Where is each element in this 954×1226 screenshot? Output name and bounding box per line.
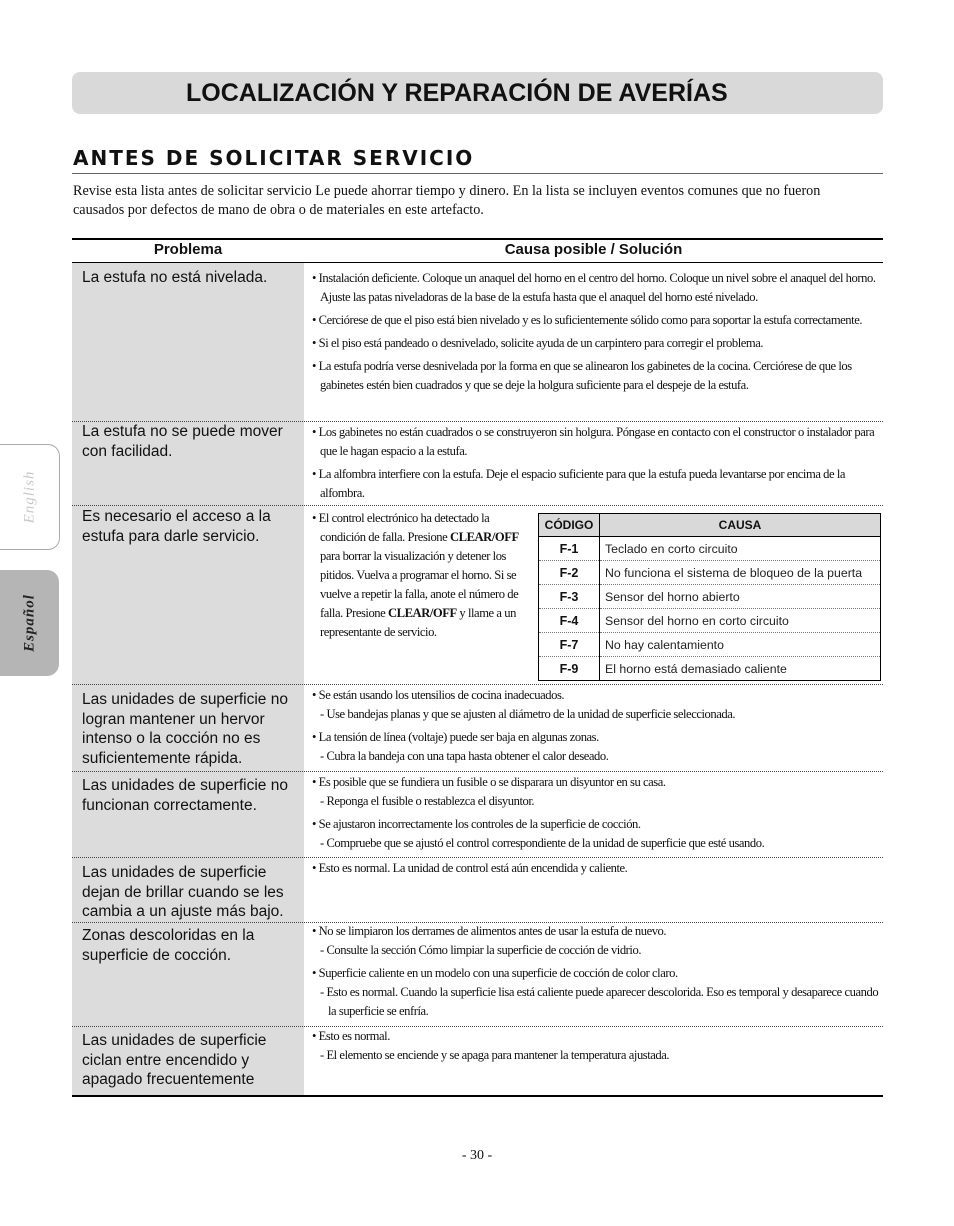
problem-column-background	[72, 263, 304, 1095]
table-row	[539, 609, 881, 633]
cause-subitem: - Esto es normal. Cuando la superficie lisa está caliente puede aparecer descolorida. Eso es temporal y desaparece cuando la superficie se enfría.	[320, 985, 879, 1018]
error-cause: No funciona el sistema de bloqueo de la puerta	[600, 561, 881, 585]
cause-cell	[312, 773, 882, 853]
tab-espanol[interactable]	[0, 570, 59, 676]
cause-cell	[312, 859, 882, 882]
code-cause-header: CAUSA	[600, 514, 881, 537]
error-code: F-7	[539, 633, 600, 657]
error-cause: El horno está demasiado caliente	[605, 661, 787, 676]
error-code: F-2	[539, 561, 600, 585]
row-divider	[72, 771, 883, 772]
cause-cell	[312, 922, 882, 1021]
cause-item: • La tensión de línea (voltaje) puede ser baja en algunas zonas.	[312, 730, 599, 744]
section-title: ANTES DE SOLICITAR SERVICIO	[73, 146, 475, 170]
row-divider	[72, 505, 883, 506]
error-cause: Teclado en corto circuito	[600, 537, 881, 561]
error-code: F-9	[539, 657, 600, 681]
cause-item: • Se están usando los utensilios de cocina inadecuados.	[312, 688, 565, 702]
tab-espanol-label: Español	[21, 594, 37, 652]
cause-item: • Superficie caliente en un modelo con una superficie de cocción de color claro.	[312, 966, 678, 980]
error-code: F-1	[539, 537, 600, 561]
cause-subitem: - Compruebe que se ajustó el control correspondiente de la unidad de superficie que esté usando.	[320, 836, 765, 850]
cause-subitem: - El elemento se enciende y se apaga para mantener la temperatura ajustada.	[320, 1048, 670, 1062]
problem-cell: Las unidades de superficie dejan de brillar cuando se les cambia a un ajuste más bajo.	[82, 864, 284, 920]
problem-cell: Las unidades de superficie no funcionan correctamente.	[82, 777, 288, 814]
error-cause: Sensor del horno en corto circuito	[600, 609, 881, 633]
problem-cell: La estufa no se puede mover con facilidad.	[82, 423, 283, 460]
table-row	[539, 537, 881, 561]
section-divider	[72, 173, 883, 174]
cause-item: • Esto es normal.	[312, 1029, 390, 1043]
table-row	[539, 657, 881, 681]
column-header-cause: Causa posible / Solución	[504, 241, 683, 258]
title-banner	[72, 72, 883, 114]
problem-cell: Las unidades de superficie ciclan entre encendido y apagado frecuentemente	[82, 1032, 267, 1088]
header-rule	[72, 262, 883, 263]
cause-subitem: - Reponga el fusible o restablezca el disyuntor.	[320, 794, 535, 808]
cause-item: • No se limpiaron los derrames de alimentos antes de usar la estufa de nuevo.	[312, 924, 667, 938]
cause-item: • Esto es normal. La unidad de control está aún encendida y caliente.	[312, 861, 628, 875]
tab-english[interactable]	[0, 444, 60, 550]
cause-cell	[312, 686, 882, 766]
cause-subitem: - Cubra la bandeja con una tapa hasta obtener el calor deseado.	[320, 749, 609, 763]
problem-cell: Zonas descoloridas en la superficie de cocción.	[82, 927, 255, 964]
code-table-header	[539, 514, 881, 537]
row-divider	[72, 857, 883, 858]
page-title: LOCALIZACIÓN Y REPARACIÓN DE AVERÍAS	[186, 79, 728, 107]
cause-subitem: - Use bandejas planas y que se ajusten al diámetro de la unidad de superficie seleccionada.	[320, 707, 736, 721]
table-row	[539, 633, 881, 657]
page-number: - 30 -	[461, 1148, 493, 1163]
clear-off-key: CLEAR/OFF	[388, 606, 457, 620]
cause-cell	[312, 1027, 882, 1065]
error-code: F-3	[539, 585, 600, 609]
cause-item: • Si el piso está pandeado o desnivelado, solicite ayuda de un carpintero para corregir el problema.	[312, 336, 764, 350]
cause-item: • Se ajustaron incorrectamente los controles de la superficie de cocción.	[312, 817, 641, 831]
tab-english-label: English	[21, 470, 37, 524]
table-row	[539, 561, 881, 585]
cause-cell	[312, 269, 882, 399]
problem-cell: Las unidades de superficie no logran mantener un hervor intenso o la cocción no es suficientemente rápida.	[82, 691, 288, 767]
error-cause: Sensor del horno abierto	[600, 585, 881, 609]
problem-cell: La estufa no está nivelada.	[82, 269, 268, 286]
error-code: F-4	[539, 609, 600, 633]
cause-cell	[312, 423, 882, 507]
cause-subitem: - Consulte la sección Cómo limpiar la superficie de cocción de vidrio.	[320, 943, 642, 957]
cause-item: • El control electrónico ha detectado la condición de falla. Presione CLEAR/OFF para borrar la visualización y detener los pitidos. Vuelva a programar el horno. Si se vuelve a repetir la falla, anote el número de falla. Presione CLEAR/OFF y llame a un representante de servicio.	[312, 511, 519, 639]
error-code-table	[538, 513, 881, 681]
code-header: CÓDIGO	[539, 514, 600, 537]
row-divider	[72, 684, 883, 685]
table-top-rule	[72, 238, 883, 240]
cause-item: • Es posible que se fundiera un fusible o se disparara un disyuntor en su casa.	[312, 775, 666, 789]
cause-item: • La alfombra interfiere con la estufa. Deje el espacio suficiente para que la estufa pueda levantarse por encima de la alfombra.	[312, 467, 846, 500]
cause-item: • La estufa podría verse desnivelada por la forma en que se alinearon los gabinetes de la cocina. Cerciórese de que los gabinetes estén bien cuadrados y que se deje la holgura suficiente para el despeje de la estufa.	[312, 359, 852, 392]
cause-item: • Cerciórese de que el piso está bien nivelado y es lo suficientemente sólido como para soportar la estufa correctamente.	[312, 313, 863, 327]
cause-item: • Los gabinetes no están cuadrados o se construyeron sin holgura. Póngase en contacto con el constructor o instalador para que le hagan espacio a la estufa.	[312, 425, 875, 458]
table-bottom-rule	[72, 1095, 883, 1097]
error-cause: No hay calentamiento	[600, 633, 881, 657]
cause-cell	[312, 509, 532, 646]
column-header-problem: Problema	[153, 241, 223, 258]
clear-off-key: CLEAR/OFF	[449, 530, 519, 544]
intro-paragraph: Revise esta lista antes de solicitar servicio Le puede ahorrar tiempo y dinero. En la lista se incluyen eventos comunes que no fueron causados por defectos de mano de obra o de materiales en este artefacto.	[73, 183, 821, 218]
problem-cell: Es necesario el acceso a la estufa para darle servicio.	[82, 508, 271, 545]
table-row	[539, 585, 881, 609]
cause-item: • Instalación deficiente. Coloque un anaquel del horno en el centro del horno. Coloque un nivel sobre el anaquel del horno. Ajuste las patas niveladoras de la base de la estufa hasta que el anaquel del horno esté nivelado.	[312, 271, 876, 304]
